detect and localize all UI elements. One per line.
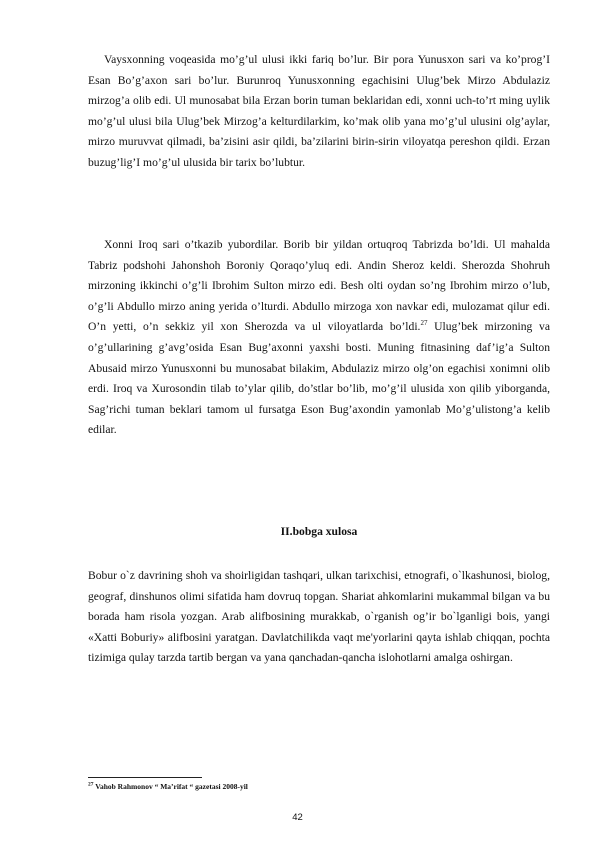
paragraph-bobur-summary: Bobur o`z davrining shoh va shoirligidan tashqari, ulkan tarixchisi, etnografi, o`lkashunosi, biolog, geograf, dinshunos olimi sifatida ham dovruq topgan. Shariat ahkomlarini mukammal bilgan va bu borada ham risola yozgan. Arab alifbosining murakkab, o`rganish og’ir bo`lganligi bois, yangi «Xatti Boburiy» alifbosini yaratgan. Davlatchilikda vaqt me'yorlarini qayta ishlab chiqqan, pochta tizimiga qulay tarzda tartib bergan va yana qanchadan-qancha islohotlarni amalga oshirgan. bbox=[88, 569, 550, 665]
footnote-mark: 27 bbox=[88, 781, 94, 788]
footnote-reference[interactable]: 27 bbox=[420, 319, 428, 328]
paragraph-text-part2: Ulug’bek mirzoning va o’g’ullarining g’avg’osida Esan Bug’axonni yaxshi bosti. Muning fitnasining daf’ig’a Sulton Abusaid mirzo Yunusxonni bu munosabat bilakim, Abdulaziz mirzo olg’on egachisi xonimni olib erdi. Iroq va Xurosondin tilab to’ylar qilib, do’stlar bo’lib, mo’g’il ulusida xon qilib yiborganda, Sag’richi tuman beklari tamom ul fursatga Eson Bug’axondin yamonlab Mo’g’ulistong’a kelib edilar. bbox=[88, 320, 550, 437]
paragraph-vaysxon: Vaysxonning voqeasida mo’g’ul ulusi ikki fariq bo’lur. Bir pora Yunusxon sari va ko’prog’I Esan Bo’g’axon sari bo’lur. Burunroq Yunusxonning egachisini Ulug’bek Mirzo Abdulaziz mirzog’a olib edi. Ul munosabat bila Erzan borin tuman beklaridan edi, xonni uch-to’rt ming uylik mo’g’ul ulusi bila Ulug’bek Mirzog’a kelturdilarkim, ko’mak olib yana mo’g’ul ulusini olg’aylar, mirzo muruvvat qilmadi, ba’zisini asir qildi, ba’zilarini birin-sirin viloyatqa pereshon qildi. Erzan buzug’lig’I mo’g’ul ulusida bir tarix bo’lubtur. bbox=[88, 53, 550, 169]
footnote-divider bbox=[88, 777, 202, 778]
page-number: 42 bbox=[292, 812, 303, 823]
section-heading: II.bobga xulosa bbox=[280, 525, 358, 538]
paragraph-yunusxon-iroq bbox=[88, 235, 550, 441]
paragraph-text-part1: Xonni Iroq sari o’tkazib yubordilar. Borib bir yildan ortuqroq Tabrizda bo’ldi. Ul mahalda Tabriz podshohi Jahonshoh Boroniy Qoraqo’yluq edi. Andin Sheroz keldi. Sherozda Shohruh mirzoning ikkinchi o’g’li Ibrohim Sulton mirzo edi. Besh olti oydan so’ng Ibrohim mirzo o’lub, o’g’li Abdullo mirzo aning yerida o’lturdi. Abdullo mirzoga xon navkar edi, mulozamat qilur edi. O’n yetti, o’n sekkiz yil xon Sherozda va ul viloyatlarda bo’ldi. bbox=[88, 238, 550, 334]
footnote-text: Vahob Rahmonov “ Ma’rifat “ gazetasi 2008-yil bbox=[93, 782, 248, 791]
footnote bbox=[88, 782, 248, 791]
